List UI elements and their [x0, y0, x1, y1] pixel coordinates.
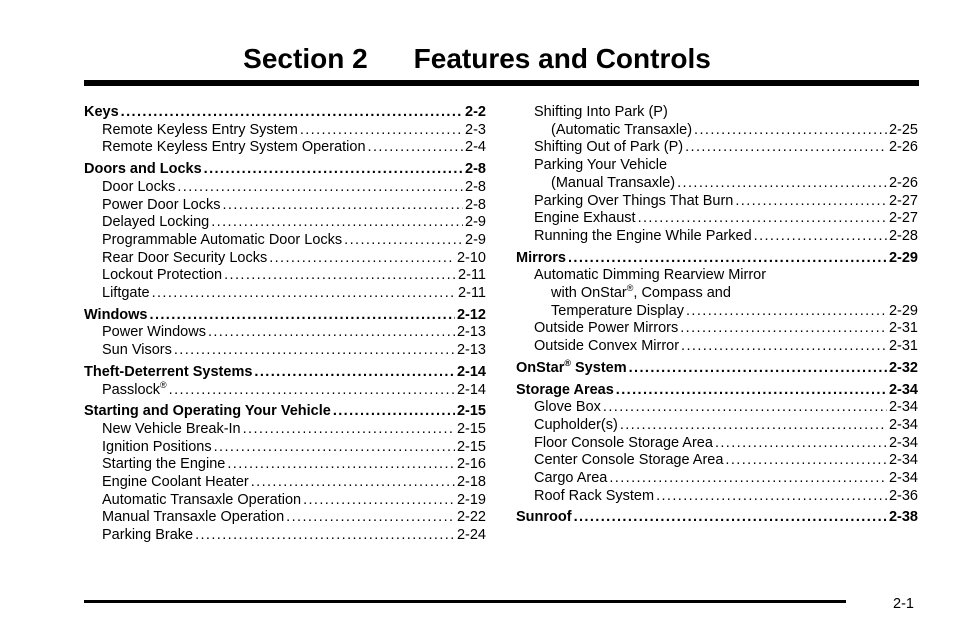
toc-entry-parking-over-burn[interactable]: Parking Over Things That Burn ..... 2-27: [516, 193, 918, 211]
toc-entry-storage-areas[interactable]: Storage Areas ..... 2-34: [516, 382, 918, 400]
toc-entry-center-console[interactable]: Center Console Storage Area ..... 2-34: [516, 452, 918, 470]
toc-entry-door-locks[interactable]: Door Locks ..... 2-8: [84, 179, 486, 197]
registered-mark: ®: [626, 283, 634, 294]
toc-entry-parking-brake[interactable]: Parking Brake ..... 2-24: [84, 527, 486, 545]
toc-entry-theft-deterrent[interactable]: Theft-Deterrent Systems ..... 2-14: [84, 364, 486, 382]
toc-entry-delayed-locking[interactable]: Delayed Locking ..... 2-9: [84, 214, 486, 232]
toc-entry-auto-dim-line2[interactable]: with OnStar®, Compass and: [551, 283, 731, 302]
toc-left-column: [84, 104, 486, 545]
toc-entry-remote-keyless-operation[interactable]: Remote Keyless Entry System Operation ..... 2-4: [84, 139, 486, 157]
toc-entry-doors-and-locks[interactable]: Doors and Locks ..... 2-8: [84, 161, 486, 179]
page-title: [0, 42, 954, 76]
toc-entry-power-door-locks[interactable]: Power Door Locks ..... 2-8: [84, 197, 486, 215]
toc-entry-cupholders[interactable]: Cupholder(s) ..... 2-34: [516, 417, 918, 435]
toc-entry-parking-vehicle[interactable]: (Manual Transaxle) ..... 2-26: [516, 175, 918, 193]
toc-entry-outside-power-mirrors[interactable]: Outside Power Mirrors ..... 2-31: [516, 320, 918, 338]
top-rule: [84, 80, 919, 86]
toc-entry-ignition-positions[interactable]: Ignition Positions ..... 2-15: [84, 439, 486, 457]
toc-entry-roof-rack[interactable]: Roof Rack System ..... 2-36: [516, 488, 918, 506]
toc-entry-sunroof[interactable]: Sunroof ..... 2-38: [516, 509, 918, 527]
toc-entry-windows[interactable]: Windows ..... 2-12: [84, 307, 486, 325]
toc-entry-rear-door-security-locks[interactable]: Rear Door Security Locks ..... 2-10: [84, 250, 486, 268]
bottom-rule: [84, 600, 846, 603]
toc-entry-mirrors[interactable]: Mirrors ..... 2-29: [516, 250, 918, 268]
toc-entry-auto-transaxle-op[interactable]: Automatic Transaxle Operation ..... 2-19: [84, 492, 486, 510]
toc-entry-shift-out-park[interactable]: Shifting Out of Park (P) ..... 2-26: [516, 139, 918, 157]
toc-entry-programmable-auto-locks[interactable]: Programmable Automatic Door Locks ..... 2-9: [84, 232, 486, 250]
registered-mark: ®: [564, 358, 571, 369]
page-number: 2-1: [893, 596, 914, 612]
toc-entry-starting-engine[interactable]: Starting the Engine ..... 2-16: [84, 456, 486, 474]
section-title: Features and Controls: [413, 43, 711, 74]
toc-entry-power-windows[interactable]: Power Windows ..... 2-13: [84, 324, 486, 342]
toc-entry-manual-transaxle-op[interactable]: Manual Transaxle Operation ..... 2-22: [84, 509, 486, 527]
toc-entry-shift-into-park[interactable]: (Automatic Transaxle) ..... 2-25: [516, 122, 918, 140]
registered-mark: ®: [160, 379, 167, 390]
toc-entry-lockout-protection[interactable]: Lockout Protection ..... 2-11: [84, 267, 486, 285]
toc-entry-auto-dim-line1[interactable]: Automatic Dimming Rearview Mirror: [534, 267, 767, 284]
section-label: Section 2: [243, 43, 368, 74]
toc-entry-auto-dim-line3[interactable]: Temperature Display ..... 2-29: [516, 303, 918, 321]
toc-entry-engine-exhaust[interactable]: Engine Exhaust ..... 2-27: [516, 210, 918, 228]
toc-entry-floor-console[interactable]: Floor Console Storage Area ..... 2-34: [516, 435, 918, 453]
toc-entry-coolant-heater[interactable]: Engine Coolant Heater ..... 2-18: [84, 474, 486, 492]
toc-entry-keys[interactable]: Keys ..... 2-2: [84, 104, 486, 122]
toc-entry-cargo-area[interactable]: Cargo Area ..... 2-34: [516, 470, 918, 488]
toc-entry-glove-box[interactable]: Glove Box ..... 2-34: [516, 399, 918, 417]
toc-entry-starting-operating[interactable]: Starting and Operating Your Vehicle ..... 2-15: [84, 403, 486, 421]
toc-entry-break-in[interactable]: New Vehicle Break-In ..... 2-15: [84, 421, 486, 439]
toc-entry-remote-keyless[interactable]: Remote Keyless Entry System ..... 2-3: [84, 122, 486, 140]
toc-entry-running-parked[interactable]: Running the Engine While Parked ..... 2-28: [516, 228, 918, 246]
toc-entry-parking-vehicle-line1[interactable]: Parking Your Vehicle: [534, 157, 668, 174]
toc-entry-sun-visors[interactable]: Sun Visors ..... 2-13: [84, 342, 486, 360]
toc-entry-outside-convex-mirror[interactable]: Outside Convex Mirror ..... 2-31: [516, 338, 918, 356]
toc-entry-onstar-system[interactable]: OnStar® System ..... 2-32: [516, 360, 918, 378]
toc-entry-liftgate[interactable]: Liftgate ..... 2-11: [84, 285, 486, 303]
toc-right-column: [516, 104, 918, 527]
toc-entry-passlock[interactable]: Passlock® ..... 2-14: [84, 382, 486, 400]
toc-entry-shift-into-park-line1[interactable]: Shifting Into Park (P): [534, 104, 668, 120]
